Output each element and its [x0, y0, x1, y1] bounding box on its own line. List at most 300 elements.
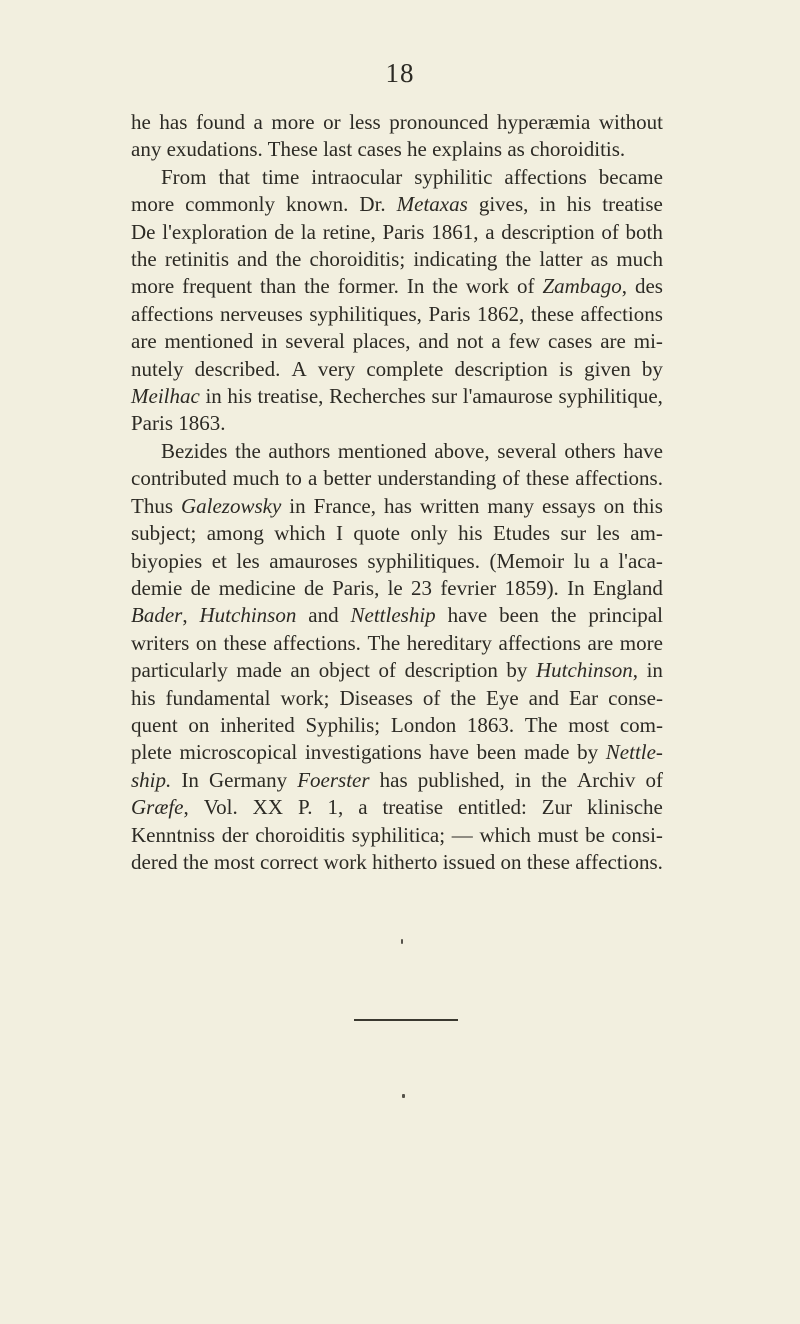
word [286, 465, 302, 492]
word-text: subject; [131, 521, 197, 546]
word-text: must [537, 822, 579, 847]
word [185, 191, 275, 218]
word-text: conse- [608, 685, 663, 710]
word [499, 602, 539, 629]
word-text: to [285, 466, 302, 491]
word-text: been [499, 603, 539, 628]
word [332, 575, 379, 602]
word [504, 164, 586, 191]
word [634, 328, 663, 355]
word-text: mentioned [164, 329, 254, 354]
word-text: De [131, 219, 156, 244]
word [454, 356, 547, 383]
word [458, 520, 483, 547]
word [568, 712, 609, 739]
word [200, 602, 297, 629]
word-text: these [526, 466, 570, 491]
word-text: quent [131, 712, 178, 737]
word [491, 328, 500, 355]
word [418, 328, 448, 355]
word [463, 383, 553, 410]
word [515, 767, 531, 794]
word [539, 246, 582, 273]
word [559, 356, 573, 383]
word [601, 219, 619, 246]
word-text: or [323, 110, 341, 134]
word-text: description [454, 356, 548, 381]
word [305, 739, 422, 766]
word-text: made [523, 740, 570, 765]
word [301, 219, 316, 246]
word [567, 191, 592, 218]
word [423, 685, 441, 712]
word-text: the [432, 274, 458, 299]
text-line [131, 356, 663, 383]
word-text: an [290, 658, 311, 683]
word-text: in [514, 767, 532, 792]
word-text: de [190, 575, 211, 600]
word [623, 438, 663, 465]
word-text: issued [442, 849, 496, 874]
text-line [131, 849, 663, 876]
word-text: klinische [587, 795, 663, 820]
word [165, 328, 254, 355]
word [539, 191, 555, 218]
word [542, 273, 627, 300]
word-text: made [236, 658, 282, 683]
text-line [131, 301, 663, 328]
word-text: of [502, 466, 520, 491]
word [517, 273, 535, 300]
word [420, 493, 479, 520]
word [418, 767, 505, 794]
word [260, 273, 296, 300]
word-text: la [300, 219, 316, 244]
text-line [131, 246, 663, 273]
text-line [131, 794, 663, 821]
word-text: In [181, 767, 199, 792]
word [195, 356, 281, 383]
word-text: consi- [611, 822, 663, 847]
word [131, 191, 174, 218]
word [261, 328, 277, 355]
word-text: affections [498, 630, 581, 655]
italic-name: Zambago [542, 274, 622, 299]
word [338, 273, 399, 300]
word-text: on [603, 493, 625, 518]
italic-name: ship. [131, 767, 172, 792]
word [297, 767, 369, 794]
word [581, 301, 663, 328]
word-text: Paris [382, 219, 425, 244]
word [372, 849, 437, 876]
word [183, 849, 209, 876]
word-text: treatise, [257, 384, 324, 409]
word-text: correct [260, 849, 319, 874]
word-text: places, [352, 329, 411, 354]
word-text: of [645, 767, 663, 792]
word-text: written [419, 493, 480, 518]
word-text: much [232, 466, 280, 491]
word [131, 657, 228, 684]
word-text: syphilitiques, [309, 301, 422, 326]
word-text: are [600, 329, 626, 354]
word [166, 685, 271, 712]
word-text: are [131, 329, 157, 354]
word [214, 849, 255, 876]
italic-name: Nettle- [605, 740, 663, 765]
word [274, 520, 325, 547]
word [575, 465, 663, 492]
word-text: am- [630, 521, 663, 546]
word [162, 219, 267, 246]
word-text: of [378, 658, 397, 683]
word [352, 822, 445, 849]
word [410, 520, 447, 547]
word [131, 630, 189, 657]
word [181, 493, 281, 520]
word-text: these [526, 849, 570, 874]
word-text: better [323, 466, 372, 491]
word [499, 630, 581, 657]
word [413, 246, 497, 273]
word-text: microscopical [179, 740, 298, 765]
word-text: medicine [218, 575, 296, 600]
word-text: in [646, 658, 663, 683]
text-line [131, 273, 663, 300]
word [542, 493, 596, 520]
word [269, 548, 358, 575]
word [382, 219, 424, 246]
text-line [131, 328, 663, 355]
word [506, 657, 527, 684]
word-text: syphilitiques. [367, 548, 480, 573]
word-text: have [429, 740, 469, 765]
text-line [131, 575, 663, 602]
word-text: entitled: [458, 795, 527, 820]
word-text: indicating [413, 247, 498, 272]
word [273, 630, 361, 657]
word [635, 273, 663, 300]
text-line [131, 548, 663, 575]
word [131, 794, 189, 821]
word [219, 575, 296, 602]
word-text: demie [131, 575, 183, 600]
word-text: commonly [185, 192, 275, 217]
word-text: les [596, 521, 620, 546]
word [292, 356, 307, 383]
word [591, 246, 609, 273]
word-text: without [598, 110, 663, 134]
word-text: the [182, 849, 209, 874]
word-text: biyopies [131, 548, 203, 573]
word-text: Ear [568, 685, 599, 710]
page-number: 18 [385, 58, 415, 88]
word-text: description [501, 219, 595, 244]
word [432, 273, 458, 300]
word-text: 1863. [466, 712, 515, 737]
word [161, 438, 227, 465]
word [311, 164, 402, 191]
word [236, 657, 281, 684]
word [323, 109, 341, 136]
word-text: Zur [541, 795, 573, 820]
word-text: which [274, 521, 326, 546]
word-text: Syphilis; [305, 712, 381, 737]
word-text: 1859). [504, 575, 559, 600]
word [286, 191, 348, 218]
word-text: 1, [327, 795, 344, 820]
word-text: most [213, 849, 255, 874]
word [485, 219, 494, 246]
word-text: his [458, 521, 483, 546]
italic-name: Bader [131, 603, 183, 628]
word [324, 849, 367, 876]
word [505, 575, 559, 602]
word [276, 246, 302, 273]
word [131, 136, 625, 163]
word [131, 575, 182, 602]
word [204, 794, 238, 821]
word [131, 383, 200, 410]
text-line [131, 493, 663, 520]
word [131, 301, 213, 328]
word [600, 328, 626, 355]
word [131, 822, 215, 849]
word [271, 109, 314, 136]
word-text: Diseases [339, 685, 413, 710]
word [336, 520, 343, 547]
word [131, 328, 157, 355]
word-text: his [131, 685, 156, 710]
word [434, 438, 489, 465]
text-line [131, 657, 663, 684]
italic-name: Hutchinson [199, 603, 297, 628]
word-text: in [539, 192, 556, 217]
word [131, 712, 178, 739]
text-line [131, 136, 663, 163]
word-text: a [253, 110, 263, 134]
word [161, 164, 207, 191]
word [380, 767, 408, 794]
word [339, 685, 412, 712]
word-text: affections [504, 164, 587, 189]
word-text: amauroses [269, 548, 358, 573]
word-text: 23 [411, 575, 433, 600]
word-text: hereditary [406, 630, 492, 655]
word [358, 794, 367, 821]
word-text: England [592, 575, 663, 600]
word-text: the [505, 247, 532, 272]
word [577, 739, 598, 766]
word-text: nutely [131, 356, 184, 381]
word [526, 465, 569, 492]
word [647, 657, 663, 684]
word [235, 438, 261, 465]
word [587, 794, 663, 821]
word-text: which [479, 822, 531, 847]
word-text: The [524, 712, 558, 737]
word-text: fundamental [165, 685, 271, 710]
word [131, 849, 178, 876]
word-text: the [275, 247, 302, 272]
word-text: writers [131, 630, 190, 655]
word-text: gives, [478, 192, 529, 217]
word [548, 328, 592, 355]
word [254, 109, 263, 136]
word [397, 191, 468, 218]
word-text: that [218, 164, 250, 189]
word [353, 328, 411, 355]
word [255, 822, 345, 849]
word [237, 246, 267, 273]
word-text: in [289, 493, 306, 518]
word-text: the [235, 438, 261, 463]
word [487, 493, 534, 520]
text-line [131, 191, 663, 218]
word-text: In [567, 575, 585, 600]
word-text: nerveuses [219, 301, 303, 326]
word-text: France, [313, 493, 376, 518]
word [298, 794, 313, 821]
word [309, 301, 422, 328]
italic-name: Hutchinson [535, 658, 633, 683]
word [222, 822, 249, 849]
word-text: time [261, 164, 300, 189]
word [314, 493, 376, 520]
word-text: is [558, 356, 573, 381]
word [612, 822, 663, 849]
word-text: this [632, 493, 663, 518]
word-text: has [383, 493, 412, 518]
word-text: et [211, 548, 227, 573]
word [428, 301, 470, 328]
word-text: more [619, 630, 663, 655]
word [431, 219, 478, 246]
word [285, 328, 344, 355]
word-text: Etudes [492, 521, 551, 546]
word [584, 356, 631, 383]
word [645, 767, 663, 794]
word-text: de [303, 575, 324, 600]
word-text: object [318, 658, 371, 683]
word [304, 575, 324, 602]
word-text: , [632, 658, 639, 683]
word [588, 630, 614, 657]
text-line [131, 739, 663, 766]
word [620, 630, 663, 657]
word [541, 767, 567, 794]
word [457, 328, 484, 355]
word-text: complete [366, 356, 444, 381]
word [219, 164, 251, 191]
word-text: affections. [575, 466, 663, 491]
word-text: his [566, 192, 592, 217]
word [290, 657, 310, 684]
word-text: mi- [633, 329, 663, 354]
word-text: In [406, 274, 425, 299]
word-text: affections [131, 301, 214, 326]
word-text: on [188, 712, 210, 737]
word-text: — [451, 822, 473, 847]
word-text: above, [434, 438, 490, 463]
word-text: retinitis [164, 247, 229, 272]
word-text: inherited [220, 712, 295, 737]
word [319, 657, 370, 684]
word-text: are [587, 630, 614, 655]
word [236, 548, 259, 575]
word [538, 822, 579, 849]
word [179, 739, 297, 766]
word [366, 356, 443, 383]
word-text: the [304, 274, 330, 299]
word-text: choroiditis [255, 822, 346, 847]
word [353, 520, 400, 547]
word-text: de [274, 219, 295, 244]
word-text: l'aca- [618, 548, 663, 573]
word [558, 383, 662, 410]
word [479, 191, 529, 218]
word [527, 849, 570, 876]
word [524, 739, 569, 766]
word-text: intraocular [311, 164, 403, 189]
word-text: than [260, 274, 297, 299]
word [131, 109, 151, 136]
word-text: Archiv [577, 767, 636, 792]
word [367, 548, 480, 575]
word [467, 712, 514, 739]
word [205, 383, 221, 410]
word [359, 191, 385, 218]
word [159, 109, 187, 136]
word-text: a [485, 219, 495, 244]
word-text: among [206, 521, 264, 546]
word [207, 520, 264, 547]
word-text: in [261, 329, 278, 354]
word-text: very [317, 356, 356, 381]
word [131, 410, 226, 437]
word-text: Paris 1863. [131, 411, 226, 436]
word-text: more [271, 110, 315, 134]
text-line [131, 520, 663, 547]
italic-name: Metaxas [396, 192, 468, 217]
word [131, 273, 174, 300]
word-text: less [349, 110, 381, 134]
word-text: , [621, 274, 628, 299]
word [602, 191, 663, 218]
word-text: the [450, 685, 477, 710]
word-text: by [641, 356, 663, 381]
word [585, 822, 605, 849]
word [377, 465, 496, 492]
word-text: sur [431, 384, 458, 409]
word-text: affections. [575, 849, 663, 874]
word-text: investigations [304, 740, 422, 765]
italic-name: Græfe [131, 795, 184, 820]
text-line [131, 219, 663, 246]
section-divider [354, 1019, 458, 1021]
word-text: The [367, 630, 401, 655]
word [414, 164, 492, 191]
word [577, 767, 635, 794]
word [608, 685, 663, 712]
word-text: com- [619, 712, 663, 737]
word [497, 109, 590, 136]
word-text: former. [337, 274, 399, 299]
word [574, 548, 590, 575]
word-text: affections [580, 301, 663, 326]
word [529, 685, 559, 712]
